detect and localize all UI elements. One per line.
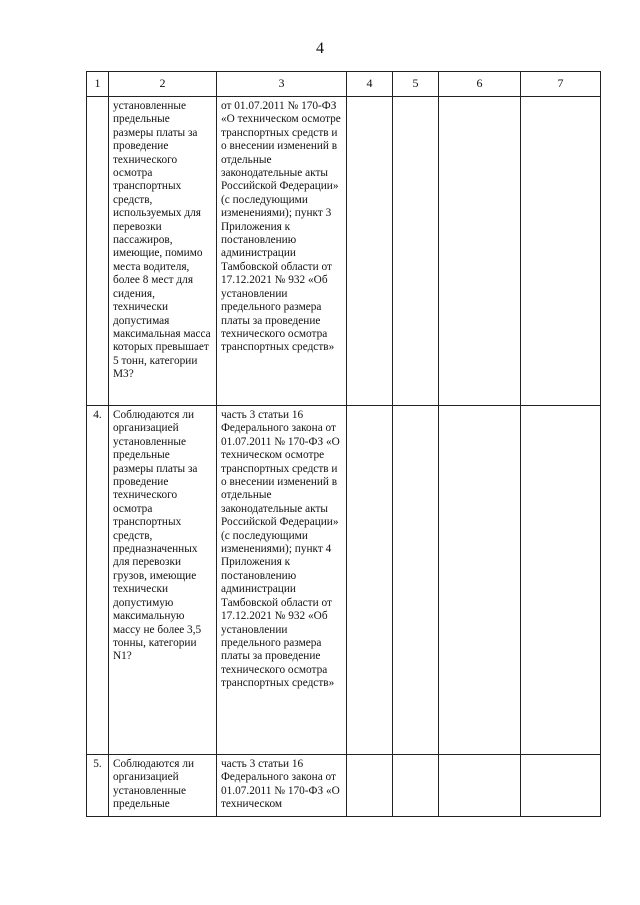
answer-cell-na xyxy=(439,406,521,755)
reference-cell: часть 3 статьи 16 Федерального закона от 01.07.2011 № 170-ФЗ «О техническом xyxy=(217,755,347,817)
answer-cell-na xyxy=(439,755,521,817)
row-number: 4. xyxy=(87,406,109,755)
column-header: 6 xyxy=(439,72,521,97)
answer-cell-yes xyxy=(347,406,393,755)
note-cell xyxy=(521,97,601,406)
column-header: 4 xyxy=(347,72,393,97)
table-row xyxy=(87,755,601,817)
table-row xyxy=(87,97,601,406)
answer-cell-na xyxy=(439,97,521,406)
reference-cell: часть 3 статьи 16 Федерального закона от 01.07.2011 № 170-ФЗ «О техническом осмотре транспортных средств и о внесении изменений в отдельные законодательные акты Российской Федерации» (с последующими изменениями); пункт 4 Приложения к постановлению администрации Тамбовской области от 17.12.2021 № 932 «Об установлении предельного размера платы за проведение технического осмотра транспортных средств» xyxy=(217,406,347,755)
answer-cell-no xyxy=(393,97,439,406)
note-cell xyxy=(521,406,601,755)
page-number: 4 xyxy=(316,40,324,57)
answer-cell-no xyxy=(393,406,439,755)
row-number xyxy=(87,97,109,406)
column-header: 5 xyxy=(393,72,439,97)
question-cell: Соблюдаются ли организацией установленные предельные размеры платы за проведение технического осмотра транспортных средств, предназначенных для перевозки грузов, имеющие технически допустимую максимальную массу не более 3,5 тонны, категории N1? xyxy=(109,406,217,755)
answer-cell-no xyxy=(393,755,439,817)
reference-cell: от 01.07.2011 № 170-ФЗ «О техническом осмотре транспортных средств и о внесении изменений в отдельные законодательные акты Российской Федерации» (с последующими изменениями); пункт 3 Приложения к постановлению администрации Тамбовской области от 17.12.2021 № 932 «Об установлении предельного размера платы за проведение технического осмотра транспортных средств» xyxy=(217,97,347,406)
checklist-table xyxy=(86,71,601,817)
answer-cell-yes xyxy=(347,755,393,817)
column-header: 2 xyxy=(109,72,217,97)
table-header-row xyxy=(87,72,601,97)
column-header: 7 xyxy=(521,72,601,97)
table-row xyxy=(87,406,601,755)
column-header: 3 xyxy=(217,72,347,97)
column-header: 1 xyxy=(87,72,109,97)
row-number: 5. xyxy=(87,755,109,817)
note-cell xyxy=(521,755,601,817)
answer-cell-yes xyxy=(347,97,393,406)
question-cell: установленные предельные размеры платы за проведение технического осмотра транспортных средств, используемых для перевозки пассажиров, имеющие, помимо места водителя, более 8 мест для сидения, технически допустимая максимальная масса которых превышает 5 тонн, категории М3? xyxy=(109,97,217,406)
question-cell: Соблюдаются ли организацией установленные предельные xyxy=(109,755,217,817)
